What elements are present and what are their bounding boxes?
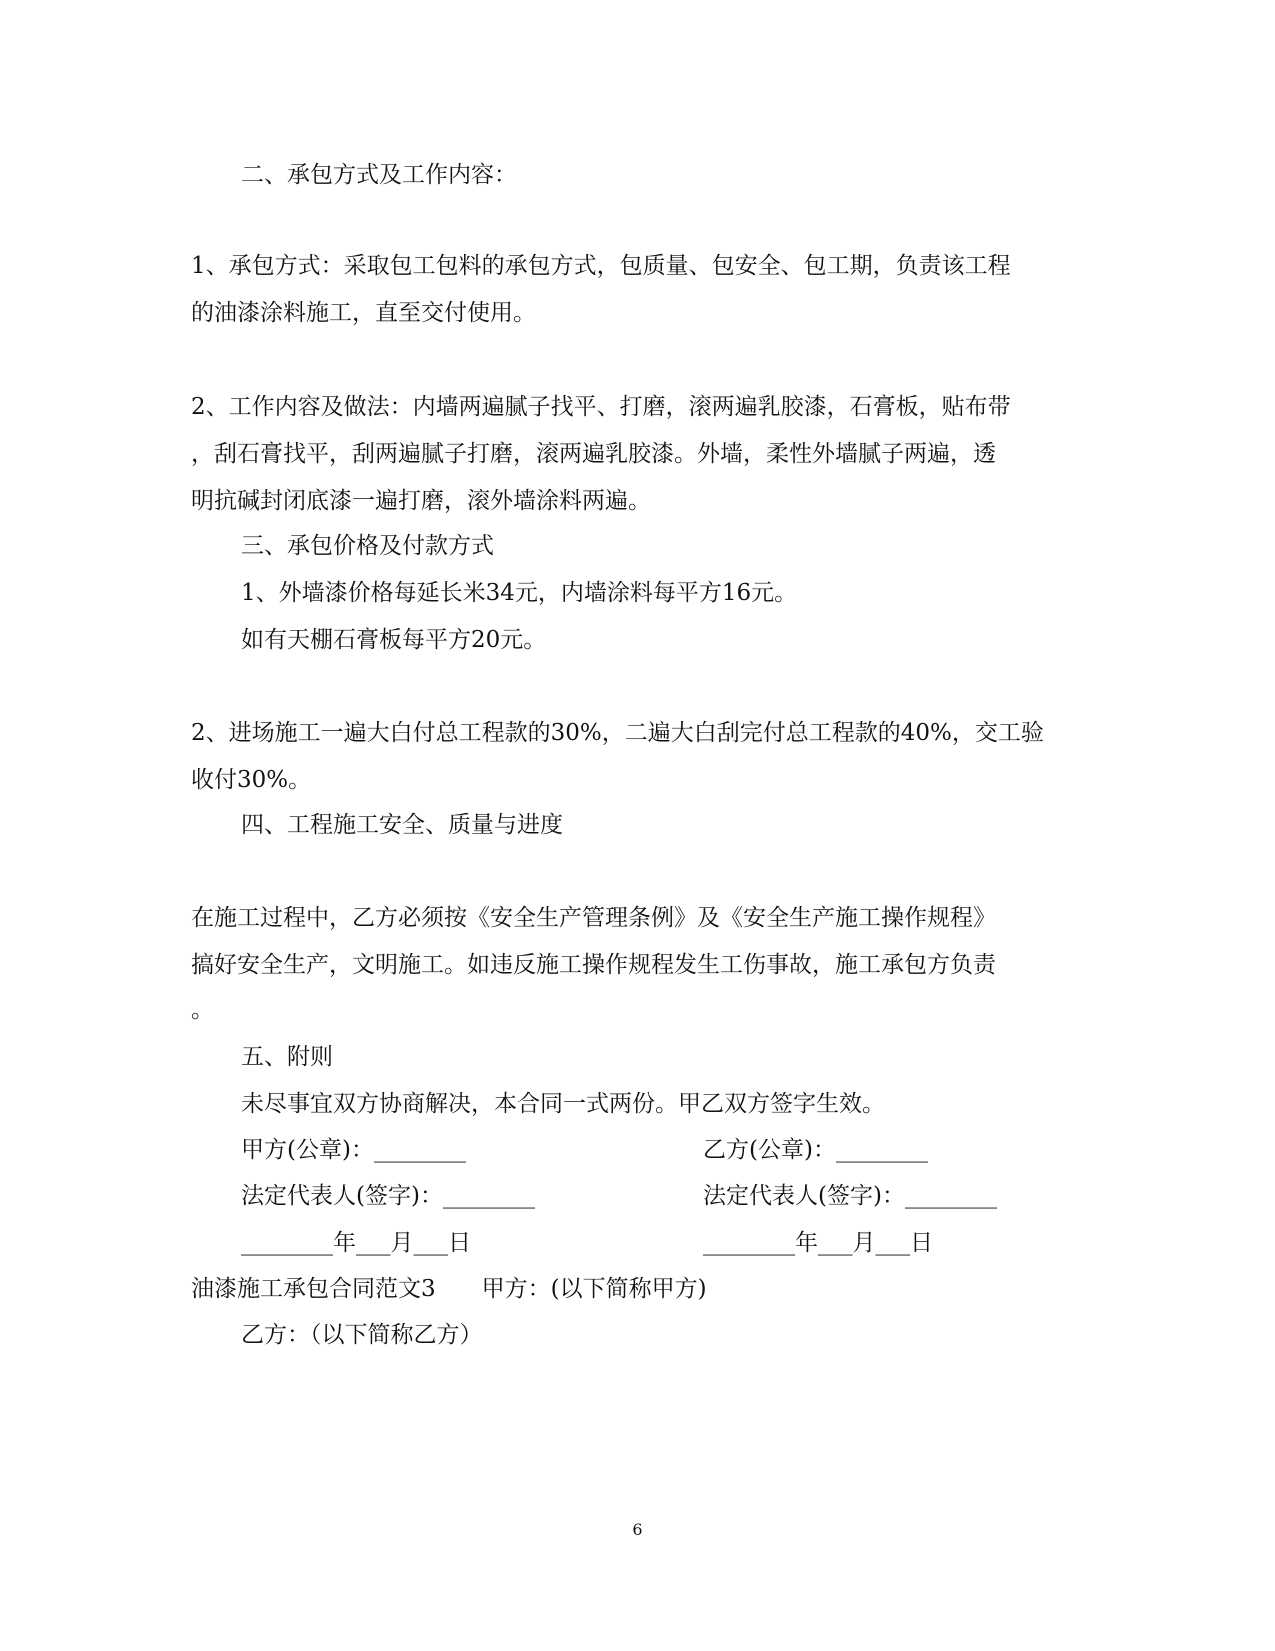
next-contract-title-line: 油漆施工承包合同范文3 甲方：(以下简称甲方)	[191, 1276, 707, 1302]
section-5-heading: 五、附则	[241, 1044, 333, 1070]
party-b-representative-field: 法定代表人(签字)：________	[703, 1183, 997, 1209]
item-2-line-3: 明抗碱封闭底漆一遍打磨，滚外墙涂料两遍。	[191, 488, 651, 514]
party-b-seal-field: 乙方(公章)：________	[703, 1137, 928, 1163]
item-2-line-1: 2、工作内容及做法：内墙两遍腻子找平、打磨，滚两遍乳胶漆，石膏板，贴布带	[191, 394, 1011, 420]
party-a-representative-field: 法定代表人(签字)：________	[241, 1183, 535, 1209]
payment-line-1: 2、进场施工一遍大白付总工程款的30%，二遍大白刮完付总工程款的40%，交工验	[191, 720, 1044, 746]
party-a-seal-field: 甲方(公章)：________	[241, 1137, 466, 1163]
section-4-heading: 四、工程施工安全、质量与进度	[241, 812, 563, 838]
page-number: 6	[632, 1520, 643, 1539]
safety-line-2: 搞好安全生产，文明施工。如违反施工操作规程发生工伤事故，施工承包方负责	[191, 952, 996, 978]
safety-line-3: 。	[191, 997, 214, 1023]
safety-line-1: 在施工过程中，乙方必须按《安全生产管理条例》及《安全生产施工操作规程》	[191, 905, 996, 931]
item-1-line-1: 1、承包方式：采取包工包料的承包方式，包质量、包安全、包工期，负责该工程	[191, 253, 1011, 279]
price-line-2: 如有天棚石膏板每平方20元。	[241, 627, 547, 653]
next-contract-party-b: 乙方：（以下简称乙方）	[241, 1322, 483, 1348]
appendix-text: 未尽事宜双方协商解决，本合同一式两份。甲乙双方签字生效。	[241, 1091, 885, 1117]
item-1-line-2: 的油漆涂料施工，直至交付使用。	[191, 300, 536, 326]
party-b-date-field: ________年___月___日	[703, 1230, 933, 1256]
section-3-heading: 三、承包价格及付款方式	[241, 533, 494, 559]
payment-line-2: 收付30%。	[191, 767, 312, 793]
party-a-date-field: ________年___月___日	[241, 1230, 471, 1256]
item-2-line-2: ，刮石膏找平，刮两遍腻子打磨，滚两遍乳胶漆。外墙，柔性外墙腻子两遍，透	[191, 441, 996, 467]
price-line-1: 1、外墙漆价格每延长米34元，内墙涂料每平方16元。	[241, 580, 798, 606]
section-2-heading: 二、承包方式及工作内容：	[241, 162, 517, 188]
